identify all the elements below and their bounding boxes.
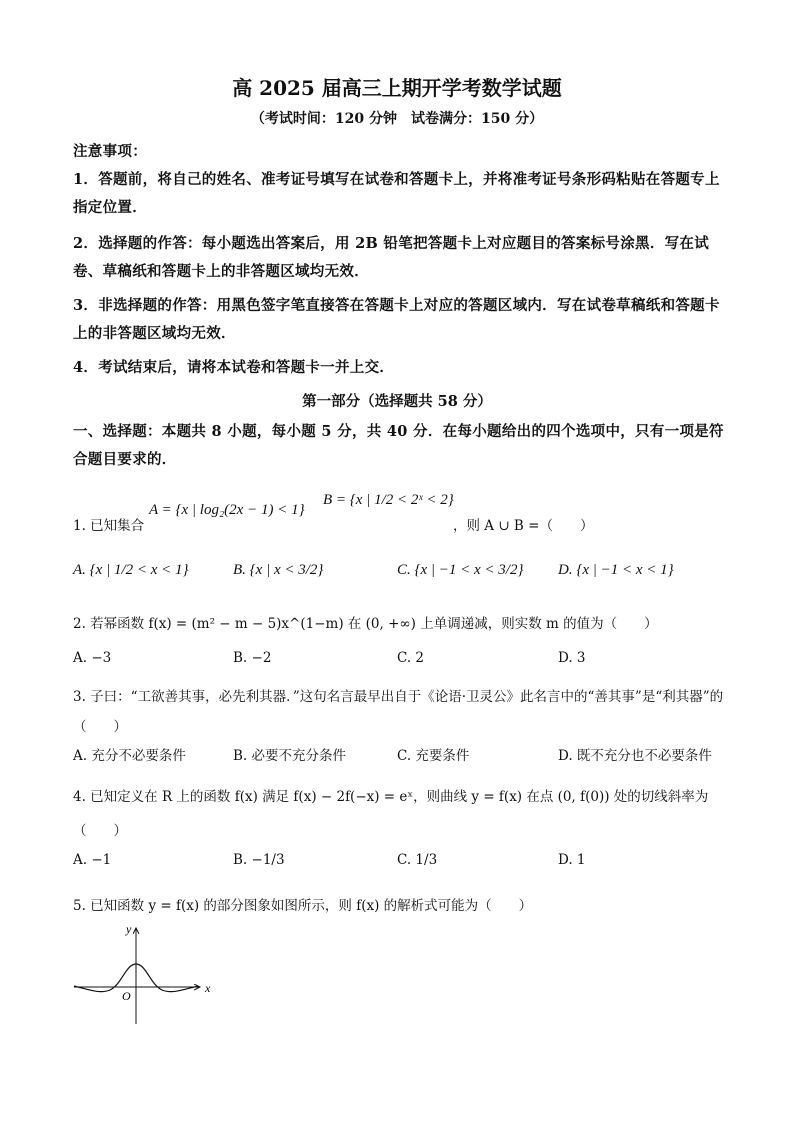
question-4-option-c: C. 1/3 <box>397 852 438 868</box>
note-item-2: 2．选择题的作答：每小题选出答案后，用 2B 铅笔把答题卡上对应题目的答案标号涂黑．写在试卷、草稿纸和答题卡上的非答题区域均无效． <box>73 235 710 280</box>
question-4-option-a: A. −1 <box>73 852 112 868</box>
note-item-3: 3．非选择题的作答：用黑色签字笔直接答在答题卡上对应的答题区域内．写在试卷草稿纸和答题卡上的非答题区域均无效． <box>73 297 720 342</box>
question-1-set-b: B = {x | 1/2 < 2ˣ < 2} <box>323 492 454 508</box>
question-2-option-d: D. 3 <box>558 650 586 666</box>
notes-heading: 注意事项： <box>73 143 147 160</box>
x-axis-label: x <box>205 981 211 995</box>
question-1-option-c: C. {x | −1 < x < 3/2} <box>397 562 524 578</box>
exam-title: 高 2025 届高三上期开学考数学试题 <box>232 76 562 100</box>
question-1-set-a: A = {x | log₂(2x − 1) < 1} <box>149 502 305 518</box>
y-axis-label: y <box>126 922 132 936</box>
question-4-option-b: B. −1/3 <box>233 852 285 868</box>
question-2-option-c: C. 2 <box>397 650 425 666</box>
section-instruction: 一、选择题：本题共 8 小题，每小题 5 分，共 40 分．在每小题给出的四个选项中，只有一项是符合题目要求的． <box>73 423 724 468</box>
question-2-stem: 2. 若幂函数 f(x) = (m² − m − 5)x^(1−m) 在 (0, +∞) 上单调递减，则实数 m 的值为（ ） <box>73 616 658 632</box>
question-1-option-d: D. {x | −1 < x < 1} <box>558 562 674 578</box>
question-1 <box>73 492 733 536</box>
question-2-option-a: A. −3 <box>73 650 112 666</box>
question-1-option-a: A. {x | 1/2 < x < 1} <box>73 562 189 578</box>
question-2-option-b: B. −2 <box>233 650 272 666</box>
question-1-suffix: ，则 A ∪ B =（ ） <box>453 518 594 534</box>
origin-label: O <box>122 989 131 1003</box>
question-4-option-d: D. 1 <box>558 852 586 868</box>
question-4-stem: 4. 已知定义在 R 上的函数 f(x) 满足 f(x) − 2f(−x) = eˣ，则曲线 y = f(x) 在点 (0, f(0)) 处的切线斜率为（ ） <box>73 789 709 839</box>
question-3-option-b: B. 必要不充分条件 <box>233 748 347 764</box>
question-3-option-c: C. 充要条件 <box>397 748 470 764</box>
function-graph <box>70 920 220 1030</box>
question-5-stem: 5. 已知函数 y = f(x) 的部分图象如图所示，则 f(x) 的解析式可能为（ ） <box>73 898 533 914</box>
exam-subtitle: （考试时间：120 分钟 试卷满分：150 分） <box>250 111 544 127</box>
question-1-option-b: B. {x | x < 3/2} <box>233 562 324 578</box>
question-3-stem: 3. 子曰：“工欲善其事，必先利其器．”这句名言最早出自于《论语·卫灵公》此名言中的“善其事”是“利其器”的（ ） <box>73 689 724 735</box>
note-item-4: 4．考试结束后，请将本试卷和答题卡一并上交． <box>73 359 395 376</box>
question-3-option-a: A. 充分不必要条件 <box>73 748 186 764</box>
section-title: 第一部分（选择题共 58 分） <box>302 393 492 410</box>
question-3-option-d: D. 既不充分也不必要条件 <box>558 748 712 764</box>
note-item-1: 1．答题前，将自己的姓名、准考证号填写在试卷和答题卡上，并将准考证号条形码粘贴在答题专上指定位置． <box>73 171 720 216</box>
question-1-prefix: 1. 已知集合 <box>73 518 145 534</box>
